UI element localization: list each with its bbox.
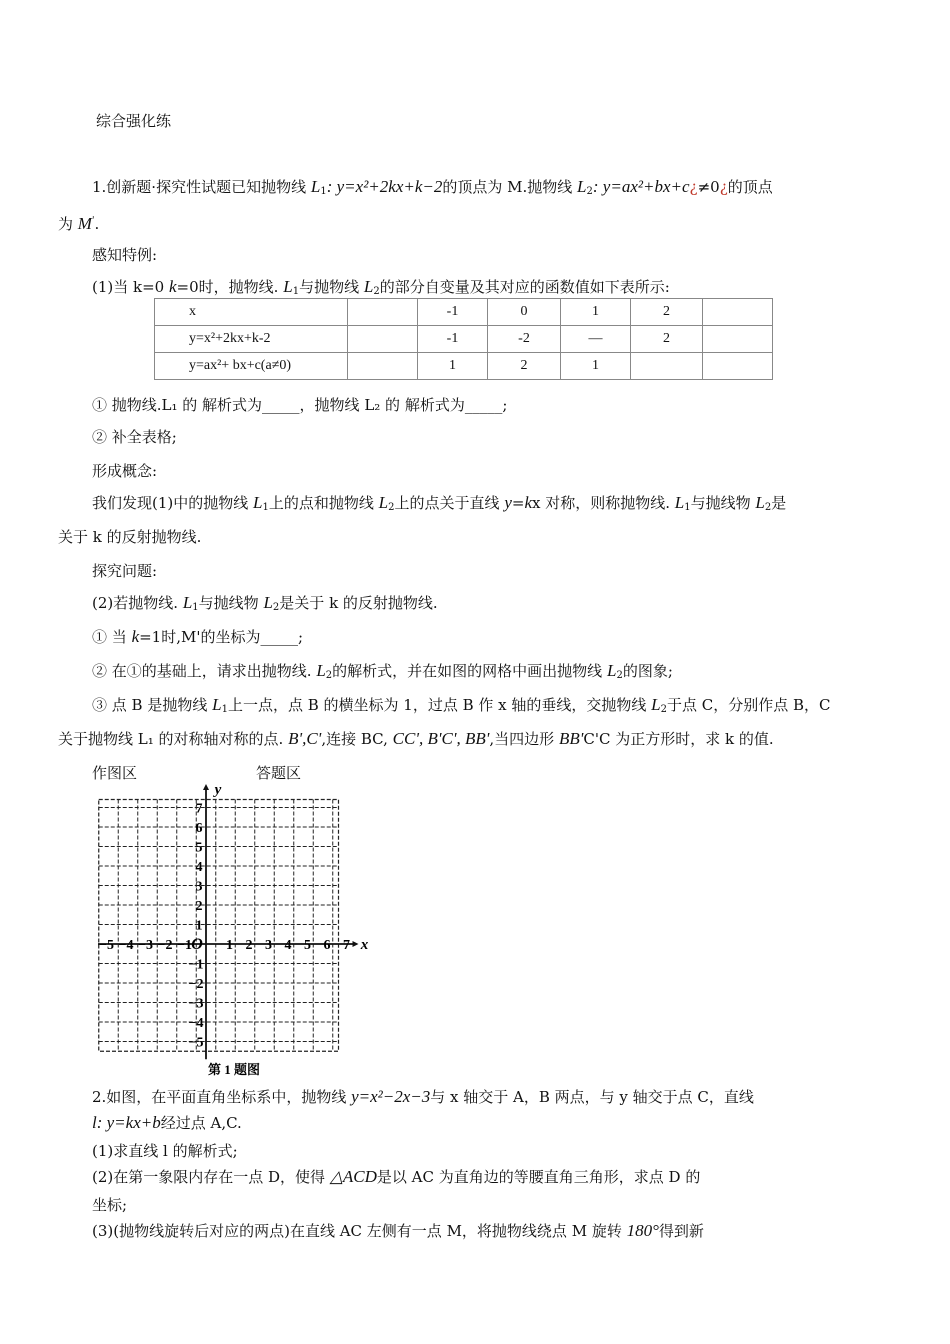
q2-degree: 180°	[626, 1221, 659, 1240]
y-tick-label: 6	[195, 821, 203, 836]
y-tick-label: 5	[195, 840, 203, 856]
q2-line-expr: l: y=kx+b	[92, 1113, 161, 1132]
table-cell	[703, 326, 773, 353]
table-cell: —	[561, 326, 631, 353]
y-tick-label: 7	[195, 801, 203, 817]
q2-line-2	[92, 1112, 242, 1134]
p2-3-h: ,当四边形	[489, 730, 555, 748]
table-cell: 1	[561, 353, 631, 380]
table-cell	[631, 353, 703, 380]
L1-symbol: L	[310, 177, 321, 196]
p1-c: 与抛物线	[299, 278, 360, 296]
concept-L2b: L	[755, 493, 765, 512]
concept-e: 与抛线物	[690, 494, 751, 512]
L2-expression: ax²+bx+c	[621, 177, 690, 196]
p2-1-k: k	[131, 627, 140, 646]
sense-title: 感知特例:	[92, 246, 158, 264]
x-tick-label: 2	[245, 938, 253, 953]
table-cell	[703, 299, 773, 326]
p1-a: (1)当 k=0	[92, 278, 165, 296]
grid-border	[99, 800, 339, 1052]
coordinate-grid-figure	[90, 782, 380, 1086]
p1-L1-sub: 1	[292, 286, 300, 297]
dot: .	[94, 215, 100, 233]
concept-L2-sub: 2	[388, 502, 395, 513]
concept-line-2: 关于 k 的反射抛物线.	[58, 528, 202, 546]
q2-p3b: 得到新	[658, 1222, 704, 1240]
q2-line-1	[92, 1086, 754, 1108]
table-cell: 1	[561, 299, 631, 326]
p2-3-line	[92, 694, 831, 721]
M-prime: M	[77, 214, 92, 233]
inv-q-2: ¿	[719, 178, 728, 196]
y-tick-label: 2	[195, 899, 203, 914]
table-cell: 2	[631, 326, 703, 353]
x-tick-label: 5	[304, 938, 311, 953]
p2-L2-sub: 2	[272, 602, 280, 613]
table-cell: x	[155, 299, 348, 326]
q2-p3a: (3)(抛物线旋转后对应的两点)在直线 AC 左侧有一点 M，将抛物线绕点 M 旋转	[92, 1222, 622, 1240]
concept-L1: L	[253, 493, 263, 512]
x-tick-label: 1	[226, 938, 233, 953]
p1-k: k	[169, 277, 177, 296]
p2-a: (2)若抛物线.	[92, 594, 179, 612]
p2-2-b: 的解析式，并在如图的网格中画出抛物线	[332, 662, 603, 680]
q2-l1b: 与 x 轴交于 A，B 两点，与 y 轴交于点 C，直线	[430, 1088, 754, 1106]
p2-2-L2-sub: 2	[325, 670, 333, 681]
table-row	[155, 299, 773, 326]
inv-q-1: ¿	[689, 178, 698, 196]
table-cell: -2	[488, 326, 561, 353]
p2-3-b: 上一点，点 B 的横坐标为 1，过点 B 作 x 轴的垂线，交抛物线	[227, 696, 647, 714]
p2-1-line	[92, 626, 303, 648]
x-axis-arrow	[353, 941, 359, 947]
colon-y: : y=	[326, 177, 356, 196]
y-tick-label: 4	[195, 860, 203, 875]
concept-f: 是	[771, 494, 787, 512]
L1-sub: 1	[320, 186, 327, 197]
prime-mark: '	[91, 216, 95, 226]
concept-y: y	[504, 493, 512, 512]
q1-intro-line	[92, 176, 773, 203]
p2-3-i: BB'	[558, 729, 584, 748]
q2-p3-line	[92, 1220, 704, 1242]
p2-3-L1: L	[212, 695, 222, 714]
colon-y-2: : y=	[592, 177, 622, 196]
q2-l1a: 2.如图，在平面直角坐标系中，抛物线	[92, 1088, 347, 1106]
y-tick-label: −2	[188, 977, 204, 992]
table-cell: 0	[488, 299, 561, 326]
draw-area-label: 作图区	[92, 764, 138, 782]
p2-3-line-2	[58, 728, 774, 750]
L2-symbol: L	[577, 177, 587, 196]
L2-sub: 2	[586, 186, 593, 197]
table-row	[155, 326, 773, 353]
p2-2-c: 的图象;	[622, 662, 673, 680]
p2-line	[92, 592, 438, 619]
x-tick-label: −2	[157, 938, 173, 953]
y-tick-label: 1	[195, 918, 203, 934]
y-tick-label: −5	[188, 1035, 204, 1051]
p2-b: 与抛线物	[198, 594, 259, 612]
p2-2-L2b-sub: 2	[616, 670, 623, 681]
origin-label: O	[191, 936, 203, 953]
q1-mprime-line	[58, 210, 99, 235]
concept-b: 上的点和抛物线	[268, 494, 374, 512]
concept-L1b: L	[674, 493, 685, 512]
circ1-line: ① 抛物线.L₁ 的 解析式为_____，抛物线 L₂ 的 解析式为_____;	[92, 396, 508, 414]
x-tick-label: −3	[138, 938, 153, 953]
cond: ≠0	[697, 178, 720, 196]
p1-d: 的部分自变量及其对应的函数值如下表所示:	[379, 278, 670, 296]
concept-d: x 对称，则称抛物线.	[531, 494, 670, 512]
table-row	[155, 353, 773, 380]
concept-k: k	[524, 493, 532, 512]
concept-c: 上的点关于直线	[394, 494, 500, 512]
p1-b: =0时，抛物线.	[176, 278, 279, 296]
vertex-M-text: 的顶点为 M.抛物线	[442, 178, 573, 196]
q2-p2c: 坐标;	[92, 1196, 128, 1214]
p2-3-L2-sub: 2	[660, 704, 668, 715]
p2-3-d: 关于抛物线 L₁ 的对称轴对称的点.	[58, 730, 284, 748]
concept-eq: =	[511, 494, 525, 512]
L1-expression: x²+2kx+k−2	[355, 177, 443, 196]
p2-3-c: 于点 C，分别作点 B，C	[667, 696, 831, 714]
y-tick-label: −3	[188, 996, 204, 1012]
p2-2-a: ② 在①的基础上，请求出抛物线.	[92, 662, 312, 680]
table-cell: 2	[631, 299, 703, 326]
answer-area-label: 答题区	[256, 764, 302, 782]
q2-parabola-expr: y=x²−2x−3	[351, 1087, 431, 1106]
q2-p2a: (2)在第一象限内存在一点 D，使得	[92, 1168, 326, 1186]
table-cell	[348, 353, 418, 380]
table-cell	[348, 299, 418, 326]
section-title: 综合强化练	[96, 112, 172, 130]
p1-L2-sub: 2	[373, 286, 380, 297]
p2-L2: L	[263, 593, 273, 612]
p2-3-L1-sub: 1	[221, 704, 228, 715]
x-tick-label: −1	[177, 938, 192, 953]
p2-3-g: CC', B'C', BB'	[392, 729, 490, 748]
p1-L2: L	[363, 277, 374, 296]
x-tick-label: −4	[118, 938, 134, 953]
y-tick-label: −1	[188, 957, 204, 973]
y-tick-label: 3	[195, 879, 203, 895]
q2-p2b: 是以 AC 为直角边的等腰直角三角形，求点 D 的	[376, 1168, 701, 1186]
p2-3-e: B',C'	[288, 729, 322, 748]
p2-c: 是关于 k 的反射抛物线.	[279, 594, 438, 612]
concept-a: 我们发现(1)中的抛物线	[92, 494, 249, 512]
circ2-line: ② 补全表格;	[92, 428, 177, 446]
p2-3-f: ,连接 BC,	[321, 730, 388, 748]
x-tick-label: 7	[343, 938, 350, 953]
x-tick-label: 6	[323, 938, 331, 953]
table-cell: y=ax²+ bx+c(a≠0)	[155, 353, 348, 380]
y-tick-label: −4	[188, 1016, 204, 1031]
x-tick-label: 3	[265, 938, 272, 953]
table-cell: 1	[418, 353, 488, 380]
explore-title: 探究问题:	[92, 562, 158, 580]
table-cell: 2	[488, 353, 561, 380]
p2-3-j: C'C 为正方形时，求 k 的值.	[583, 730, 774, 748]
q2-p1: (1)求直线 l 的解析式;	[92, 1142, 238, 1160]
table-cell: -1	[418, 299, 488, 326]
p2-2-L2b: L	[606, 661, 617, 680]
q1-intro-text: 1.创新题·探究性试题已知抛物线	[92, 178, 307, 196]
concept-L1b-sub: 1	[684, 502, 691, 513]
p2-L1-sub: 1	[192, 602, 199, 613]
p2-L1: L	[182, 593, 193, 612]
table-cell: y=x²+2kx+k-2	[155, 326, 348, 353]
p2-2-L2: L	[316, 661, 326, 680]
concept-L2b-sub: 2	[764, 502, 772, 513]
value-table	[154, 298, 773, 380]
q2-triangle: △ACD	[329, 1167, 377, 1186]
p2-1-b: =1时,M'的坐标为_____;	[139, 628, 304, 646]
p2-3-a: ③ 点 B 是抛物线	[92, 696, 208, 714]
concept-title: 形成概念:	[92, 462, 158, 480]
p2-1-a: ① 当	[92, 628, 127, 646]
concept-L1-sub: 1	[262, 502, 269, 513]
y-axis-arrow	[203, 784, 209, 790]
axis-x-label: x	[360, 937, 369, 953]
for-label: 为	[58, 215, 74, 233]
table-cell	[348, 326, 418, 353]
coordinate-grid	[90, 782, 380, 1082]
p2-2-line	[92, 660, 673, 687]
q2-l2b: 经过点 A,C.	[160, 1114, 242, 1132]
p2-3-L2: L	[651, 695, 661, 714]
table-cell	[703, 353, 773, 380]
table-cell: -1	[418, 326, 488, 353]
axis-y-label: y	[214, 782, 222, 798]
concept-L2: L	[378, 493, 389, 512]
figure-caption: 第 1 题图	[207, 1062, 261, 1077]
q2-p2-line	[92, 1166, 700, 1188]
x-tick-label: 4	[284, 938, 292, 953]
x-tick-label: −5	[99, 938, 114, 953]
vertex-end: 的顶点	[727, 178, 773, 196]
p1-L1: L	[283, 277, 293, 296]
concept-line	[92, 492, 786, 519]
